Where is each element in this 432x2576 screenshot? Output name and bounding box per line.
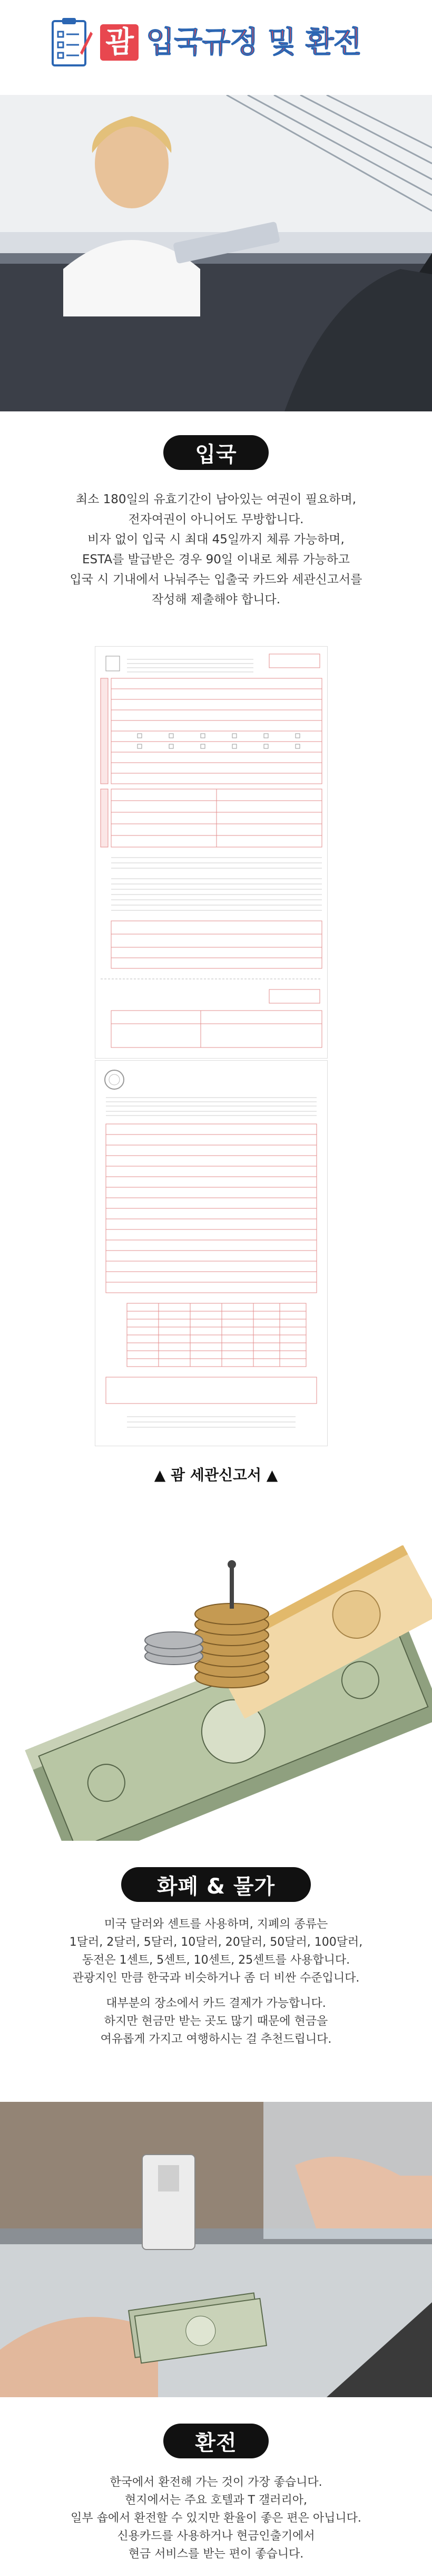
- currency-heading: 화폐 & 물가: [121, 1867, 311, 1902]
- entry-line: 비자 없이 입국 시 최대 45일까지 체류 가능하며,: [87, 533, 345, 546]
- checklist-pencil-icon: [51, 16, 93, 69]
- entry-line: 최소 180일의 유효기간이 남아있는 여권이 필요하며,: [75, 493, 357, 506]
- immigration-photo: [0, 95, 432, 411]
- currency-description: [32, 1916, 400, 2049]
- currency-line: 하지만 현금만 받는 곳도 많기 때문에 현금을: [104, 2015, 328, 2028]
- exchange-counter-photo: [0, 2102, 432, 2397]
- region-badge: 괌: [100, 24, 139, 61]
- exchange-line: 신용카드를 사용하거나 현금인출기에서: [117, 2530, 315, 2543]
- exchange-line: 한국에서 환전해 가는 것이 가장 좋습니다.: [110, 2476, 322, 2489]
- currency-line: 대부분의 장소에서 카드 결제가 가능합니다.: [106, 1997, 326, 2010]
- entry-description: [32, 489, 400, 610]
- entry-line: 입국 시 기내에서 나눠주는 입출국 카드와 세관신고서를: [70, 573, 362, 587]
- exchange-line: 현지에서는 주요 호텔과 T 갤러리아,: [125, 2494, 307, 2507]
- exchange-description: [32, 2474, 400, 2563]
- currency-line: 여유롭게 가지고 여행하시는 걸 추천드립니다.: [100, 2033, 332, 2046]
- customs-declaration-image: [95, 1060, 328, 1446]
- currency-line: 동전은 1센트, 5센트, 10센트, 25센트를 사용합니다.: [82, 1954, 350, 1967]
- arrival-card-image: [95, 646, 328, 1059]
- exchange-line: 일부 숍에서 환전할 수 있지만 환율이 좋은 편은 아닙니다.: [71, 2512, 361, 2525]
- entry-line: ESTA를 발급받은 경우 90일 이내로 체류 가능하고: [82, 553, 350, 566]
- currency-line: 관광지인 만큼 한국과 비슷하거나 좀 더 비싼 수준입니다.: [72, 1972, 360, 1985]
- page-title: [100, 19, 361, 61]
- title-text: 입국규정 및 환전: [146, 25, 361, 60]
- customs-form-caption: ▲ 괌 세관신고서 ▲: [154, 1466, 278, 1484]
- money-photo: [0, 1545, 432, 1841]
- entry-heading: 입국: [163, 435, 269, 470]
- exchange-heading: 환전: [163, 2424, 269, 2458]
- page-header: [0, 0, 432, 95]
- entry-line: 전자여권이 아니어도 무방합니다.: [128, 513, 304, 526]
- exchange-line: 현금 서비스를 받는 편이 좋습니다.: [128, 2548, 304, 2561]
- currency-line: 미국 달러와 센트를 사용하며, 지폐의 종류는: [104, 1918, 328, 1931]
- currency-line: 1달러, 2달러, 5달러, 10달러, 20달러, 50달러, 100달러,: [69, 1936, 363, 1949]
- entry-line: 작성해 제출해야 합니다.: [151, 593, 281, 607]
